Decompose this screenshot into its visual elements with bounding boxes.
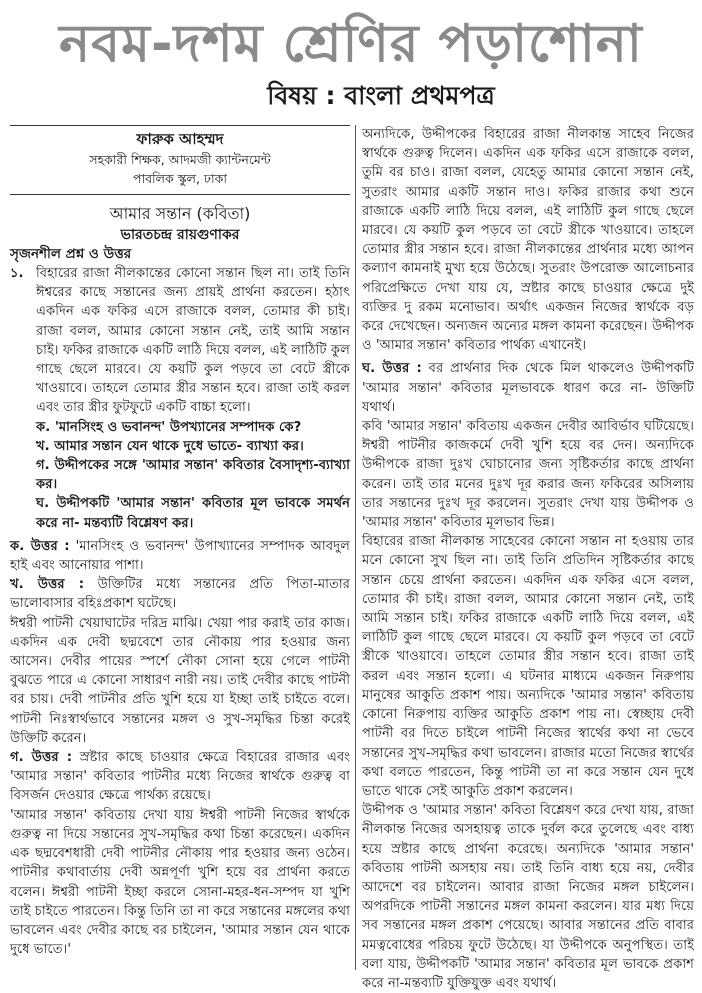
answer-ga-text-2: 'আমার সন্তান' কবিতায় দেখা যায় ঈশ্বরী পাটনী নিজের স্বার্থকে গুরুত্ব না দিয়ে সন্তানের সুখ-সমৃদ্ধির কথা চিন্তা করেছেন। একদিন এক ছদ্মবেশধারী দেবী পাটনীর নৌকায় পার হওয়ার জন্য ওঠেন। পাটনীর কথাবার্তায় দেবী অন্নপূর্ণা খুশি হয়ে বর প্রার্থনা করতে বলেন। ঈশ্বরী পাটনী ইচ্ছা করলে সোনা-মহর-ধন-সম্পদ যা খুশি তাই চাইতে পারতেন। কিন্তু তিনি তা না করে সন্তানের মঙ্গলের কথা ভাবলেন এবং দেবীর কাছে বর চাইলেন, 'আমার সন্তান যেন থাকে দুধে ভাতে।' — [10, 807, 350, 958]
answer-ka-text: 'মানসিংহ ও ভবানন্দ' উপাখ্যানের সম্পাদক আবদুল হাই এবং আনোয়ার পাশা। — [10, 538, 350, 574]
answer-kha-text-2: ঈশ্বরী পাটনী খেয়াঘাটের দরিদ্র মাঝি। খেয়া পার করাই তার কাজ। একদিন এক দেবী ছদ্মবেশে তার নৌকায় পার হওয়ার জন্য আসেন। দেবীর পায়ের স্পর্শে নৌকা সোনা হয়ে গেলে পাটনী বুঝতে পারে এ কোনো সাধারণ নারী নয়। তাই দেবীর কাছে পাটনী বর চায়। দেবী পাটনীর প্রতি খুশি হয়ে যা ইচ্ছা তাই চাইতে বলে। পাটনী নিঃস্বার্থভাবে সন্তানের মঙ্গল ও সুখ-সমৃদ্ধির চিন্তা করেই উক্তিটি করেন। — [10, 615, 350, 746]
answer-gha-label: ঘ. উত্তর : — [362, 361, 422, 377]
answer-ka — [10, 537, 350, 575]
subject-heading: বিষয় : বাংলা প্রথমপত্র — [267, 81, 495, 110]
section-heading: সৃজনশীল প্রশ্ন ও উত্তর — [10, 246, 132, 262]
masthead — [0, 0, 702, 125]
author-school: পাবলিক স্কুল, ঢাকা — [132, 171, 227, 186]
question-block — [10, 264, 350, 533]
answer-ga — [10, 748, 350, 806]
question-stimulus: বিহারের রাজা নীলকান্তের কোনো সন্তান ছিল না। তাই তিনি ঈশ্বরের কাছে সন্তানের জন্য প্রায়ই প্রার্থনা করতেন। হঠাৎ একদিন এক ফকির এসে রাজাকে বলল, তোমার কী চাই। রাজা বলল, আমার কোনো সন্তান নেই, তাই আমি সন্তান চাই। ফকির রাজাকে একটি লাঠি দিয়ে বলল, এই লাঠিটি কুল গাছে ছেলে মারবে। যে কয়টি কুল পড়বে তা বেটে স্ত্রীকে খাওয়াবে। তাহলে তোমার স্ত্রীর সন্তান হবে। রাজা তাই করল এবং তার স্ত্রীর ফুটফুটে একটি বাচ্চা হলো। — [36, 266, 350, 416]
question-ga: গ. উদ্দীপকের সঙ্গে 'আমার সন্তান' কবিতার বৈসাদৃশ্য-ব্যাখ্যা কর। — [36, 458, 350, 493]
answer-gha-text-3: বিহারের রাজা নীলকান্ত সাহেবের কোনো সন্তান না হওয়ায় তার মনে কোনো সুখ ছিল না। তাই তিনি প্রতিদিন সৃষ্টিকর্তার কাছে সন্তান চেয়ে প্রার্থনা করতেন। একদিন এক ফকির এসে বলল, তোমার কী চাই। রাজা বলল, আমার কোনো সন্তান নেই, তাই আমি সন্তান চাই। ফকির রাজাকে একটি লাঠি দিয়ে বলল, এই লাঠিটি কুল গাছে ছেলে মারবে। যে কয়টি কুল পড়বে তা বেটে স্ত্রীকে খাওয়াবে। তাহলে তোমার স্ত্রীর সন্তান হবে। রাজা তাই করল এবং সন্তান হলো। এ ঘটনার মাধ্যমে একজন নিরুপায় মানুষের আকুতি প্রকাশ পায়। অন্যদিকে 'আমার সন্তান' কবিতায় কোনো নিরুপায় ব্যক্তির আকুতি প্রকাশ পায় না। স্বেচ্ছায় দেবী পাটনী বর দিতে চাইলে পাটনী নিজের স্বার্থের কথা না ভেবে সন্তানের সুখ-সমৃদ্ধির কথা ভাবলেন। রাজার মতো নিজের স্বার্থের কথা বলতে পারতেন, কিন্তু পাটনী তা না করে সন্তান যেন দুধে ভাতে থাকে সেই আকুতি প্রকাশ করলেন। — [362, 534, 694, 799]
answer-ga-label: গ. উত্তর : — [10, 750, 73, 766]
question-number: ১. — [10, 266, 24, 281]
answer-kha-label: খ. উত্তর : — [10, 577, 84, 593]
left-column — [10, 125, 350, 970]
poet-name: ভারতচন্দ্র রায়গুণাকর — [120, 227, 240, 243]
page-title: নবম-দশম শ্রেণির পড়াশোনা — [59, 14, 643, 74]
answer-gha-text-2: কবি 'আমার সন্তান' কবিতায় একজন দেবীর আবির্ভাব ঘটিয়েছে। ঈশ্বরী পাটনীর কাজকর্মে দেবী খুশি হয়ে বর দেন। অন্যদিকে উদ্দীপকে রাজা দুঃখ ঘোচানোর জন্য সৃষ্টিকর্তার কাছে প্রার্থনা করেন। তাই তার মনের দুঃখ দূর করার জন্য ফকিরের অসিলায় তার সন্তানের দুঃখ দূর করলেন। সুতরাং দেখা যায় উদ্দীপক ও 'আমার সন্তান' কবিতার মূলভাব ভিন্ন। — [362, 419, 694, 531]
answer-gha-text-1: বর প্রার্থনার দিক থেকে মিল থাকলেও উদ্দীপকটি 'আমার সন্তান' কবিতার মূলভাবকে ধারণ করে না- উক্তিটি যথার্থ। — [362, 361, 694, 415]
question-kha: খ. আমার সন্তান যেন থাকে দুধে ভাতে- ব্যাখ্যা কর। — [36, 438, 304, 454]
answer-kha — [10, 575, 350, 613]
poem-title: আমার সন্তান (কবিতা) — [109, 204, 251, 223]
answer-kha-text-1: উক্তিটির মধ্যে সন্তানের প্রতি পিতা-মাতার ভালোবাসার বহিঃপ্রকাশ ঘটেছে। — [10, 577, 350, 612]
answer-gha — [362, 359, 694, 417]
answer-ga-text-3: অন্যদিকে, উদ্দীপকের বিহারের রাজা নীলকান্ত সাহেব নিজের স্বার্থকে গুরুত্ব দিলেন। একদিন এক ফকির এসে রাজাকে বলল, তুমি বর চাও। রাজা বলল, যেহেতু আমার কোনো সন্তান নেই, সুতরাং আমার একটি সন্তান দাও। ফকির রাজার কথা শুনে রাজাকে একটি লাঠি দিয়ে বলল, এই লাঠিটি কুল গাছে ছেলে মারবে। যে কয়টি কুল পড়বে তা বেটে স্ত্রীকে খাওয়াবে। তাহলে তোমার স্ত্রীর সন্তান হবে। রাজা নীলকান্তের প্রার্থনার মধ্যে আপন কল্যাণ কামনাই মুখ্য হয়ে উঠেছে। সুতরাং উপরোক্ত আলোচনার পরিপ্রেক্ষিতে দেখা যায় যে, স্রষ্টার কাছে চাওয়ার ক্ষেত্রে দুই ব্যক্তির দু রকম মনোভাব। অর্থাৎ একজন নিজের স্বার্থকে বড় করে দেখেছেন। অন্যজন অন্যের মঙ্গল কামনা করেছেন। উদ্দীপক ও 'আমার সন্তান' কবিতার পার্থক্য এখানেই। — [362, 127, 694, 354]
answer-gha-text-4: উদ্দীপক ও 'আমার সন্তান' কবিতা বিশ্লেষণ করে দেখা যায়, রাজা নীলকান্ত নিজের অসহায়ত্ব তাকে দুর্বল করে তুলেছে এবং বাধ্য হয়ে স্রষ্টার কাছে প্রার্থনা করেছে। অন্যদিকে 'আমার সন্তান' কবিতায় পাটনী অসহায় নয়। তাই তিনি বাধ্য হয়ে নয়, দেবীর আদেশে বর চাইলেন। আবার রাজা নিজের মঙ্গল চাইলেন। অপরদিকে পাটনী সন্তানের মঙ্গল কামনা করলেন। যার মধ্য দিয়ে সব সন্তানের মঙ্গল প্রকাশ পেয়েছে। আবার সন্তানের প্রতি বাবার মমত্ববোধের পরিচয় ফুটে উঠেছে। যা উদ্দীপকে অনুপস্থিত। তাই বলা যায়, উদ্দীপকটি 'আমার সন্তান' কবিতার মূল ভাবকে প্রকাশ করে না-মন্তব্যটি যুক্তিযুক্ত এবং যথার্থ। — [362, 803, 694, 991]
column-divider — [355, 125, 356, 970]
author-box — [10, 125, 350, 195]
author-designation: সহকারী শিক্ষক, আদমজী ক্যান্টনমেন্ট — [89, 152, 271, 167]
question-ka: ক. 'মানসিংহ ও ভবানন্দ' উপখ্যানের সম্পাদক কে? — [36, 419, 302, 435]
answer-ka-label: ক. উত্তর : — [10, 538, 70, 554]
right-column — [362, 125, 694, 991]
answer-ga-text-1: স্রষ্টার কাছে চাওয়ার ক্ষেত্রে বিহারের রাজার এবং 'আমার সন্তান' কবিতার পাটনীর মধ্যে নিজের স্বার্থকে গুরুত্ব বা বিসর্জন দেওয়ার ক্ষেত্রে পার্থক্য রয়েছে। — [10, 750, 350, 804]
question-gha: ঘ. উদ্দীপকটি 'আমার সন্তান' কবিতার মূল ভাবকে সমর্থন করে না- মন্তব্যটি বিশ্লেষণ কর। — [36, 496, 350, 531]
author-name: ফারুক আহম্মদ — [136, 130, 224, 148]
